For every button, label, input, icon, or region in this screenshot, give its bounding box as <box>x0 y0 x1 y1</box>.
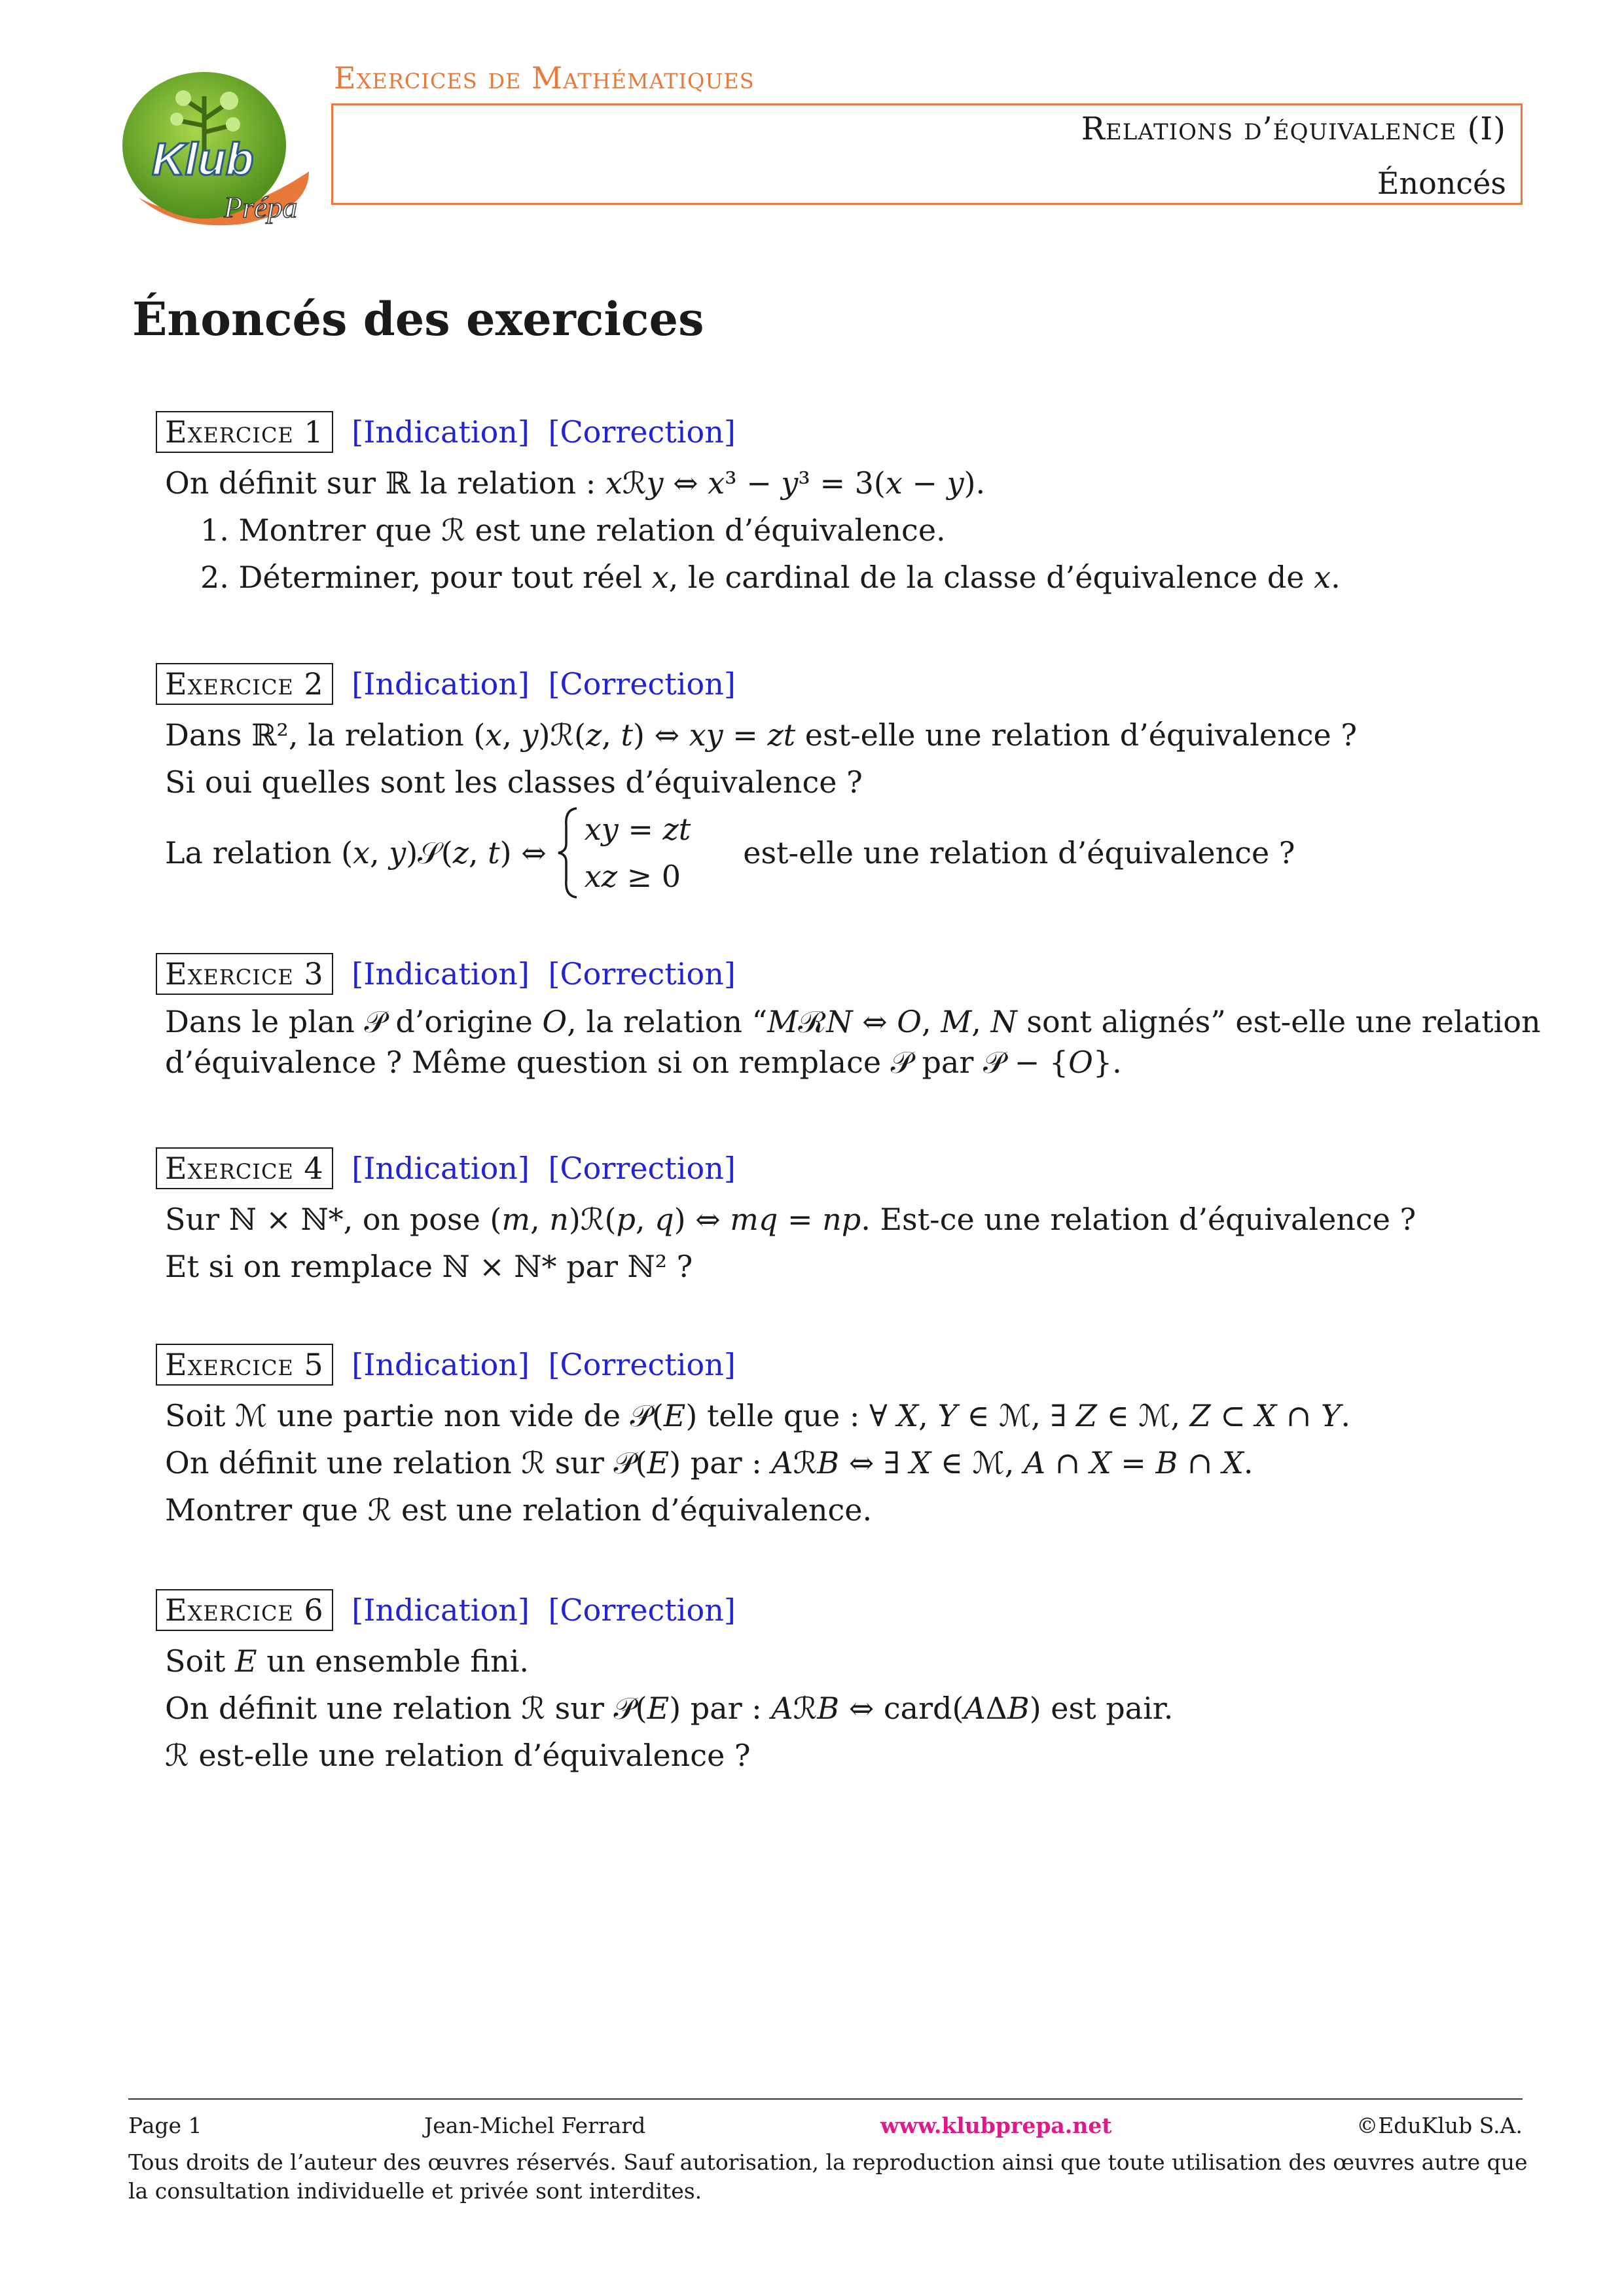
exercise-body <box>156 459 1504 601</box>
correction-link[interactable]: [Correction] <box>548 1347 736 1382</box>
correction-link[interactable]: [Correction] <box>548 1592 736 1628</box>
statement-line: d’équivalence ? Même question si on remplace 𝒫 par 𝒫 − {𝑂}. <box>165 1045 1122 1080</box>
section-title: Énoncés <box>1377 166 1506 201</box>
statement-line: Si oui quelles sont les classes d’équivalence ? <box>165 764 863 800</box>
system-equation-2: 𝑥𝑧 ≥ 0 <box>584 859 681 894</box>
indication-link[interactable]: [Indication] <box>352 414 530 450</box>
equation-system <box>556 806 691 900</box>
exercise-3 <box>156 948 1541 1083</box>
exercise-header <box>156 658 1504 705</box>
exercise-header <box>156 406 1504 453</box>
system-suffix: est-elle une relation d’équivalence ? <box>743 835 1295 870</box>
question-item: 1. Montrer que ℛ est une relation d’équivalence. <box>200 512 946 548</box>
left-brace-icon <box>556 806 582 900</box>
exercise-6 <box>156 1584 1504 1779</box>
indication-link[interactable]: [Indication] <box>352 666 530 702</box>
statement-line: On définit sur ℝ la relation : 𝑥ℛ𝑦 ⇔ 𝑥³ − 𝑦³ = 3(𝑥 − 𝑦). <box>165 465 986 501</box>
author-name: Jean-Michel Ferrard <box>424 2113 646 2138</box>
exercise-body <box>156 1392 1504 1534</box>
exercise-header <box>156 1584 1504 1631</box>
exercise-2 <box>156 658 1504 900</box>
website-link[interactable]: www.klubprepa.net <box>880 2113 1112 2138</box>
exercise-header <box>156 1142 1504 1189</box>
indication-link[interactable]: [Indication] <box>352 1592 530 1628</box>
exercise-body <box>156 1001 1541 1083</box>
statement-line: Montrer que ℛ est une relation d’équivalence. <box>165 1492 873 1528</box>
correction-link[interactable]: [Correction] <box>548 1151 736 1186</box>
indication-link[interactable]: [Indication] <box>352 1347 530 1382</box>
correction-link[interactable]: [Correction] <box>548 956 736 992</box>
statement-line: Dans le plan 𝒫 d’origine 𝑂, la relation “𝑀ℛ𝑁 ⇔ 𝑂, 𝑀, 𝑁 sont alignés” est-elle une relation <box>165 1004 1541 1039</box>
statement-line: Dans ℝ², la relation (𝑥, 𝑦)ℛ(𝑧, 𝑡) ⇔ 𝑥𝑦 = 𝑧𝑡 est-elle une relation d’équivalence ? <box>165 717 1358 753</box>
statement-line: On définit une relation ℛ sur 𝒫(𝐸) par : 𝐴ℛ𝐵 ⇔ ∃ 𝑋 ∈ ℳ, 𝐴 ∩ 𝑋 = 𝐵 ∩ 𝑋. <box>165 1445 1254 1480</box>
statement-line: On définit une relation ℛ sur 𝒫(𝐸) par : 𝐴ℛ𝐵 ⇔ card(𝐴Δ𝐵) est pair. <box>165 1691 1174 1726</box>
exercise-body <box>156 1638 1504 1779</box>
indication-link[interactable]: [Indication] <box>352 956 530 992</box>
statement-line: Soit ℳ une partie non vide de 𝒫(𝐸) telle que : ∀ 𝑋, 𝑌 ∈ ℳ, ∃ 𝑍 ∈ ℳ, 𝑍 ⊂ 𝑋 ∩ 𝑌. <box>165 1398 1350 1433</box>
exercise-body <box>156 711 1504 900</box>
exercise-5 <box>156 1338 1504 1534</box>
indication-link[interactable]: [Indication] <box>352 1151 530 1186</box>
statement-line: ℛ est-elle une relation d’équivalence ? <box>165 1738 751 1773</box>
exercise-label: Exercice 2 <box>156 663 333 705</box>
klub-prepa-logo <box>113 60 316 230</box>
exercise-label: Exercice 5 <box>156 1344 333 1386</box>
exercise-1 <box>156 406 1504 601</box>
correction-link[interactable]: [Correction] <box>548 666 736 702</box>
system-prefix: La relation (𝑥, 𝑦)𝒮(𝑧, 𝑡) ⇔ <box>165 835 547 870</box>
exercise-label: Exercice 1 <box>156 411 333 453</box>
page-number: Page 1 <box>128 2113 202 2138</box>
system-line <box>165 806 1295 900</box>
exercise-body <box>156 1196 1504 1290</box>
chapter-title: Relations d’équivalence (I) <box>1081 111 1506 147</box>
exercise-label: Exercice 6 <box>156 1589 333 1631</box>
exercise-header <box>156 948 1504 995</box>
exercise-label: Exercice 4 <box>156 1147 333 1189</box>
svg-text:Prépa: Prépa <box>224 190 298 224</box>
exercise-header <box>156 1338 1504 1386</box>
exercise-4 <box>156 1142 1504 1290</box>
statement-line: Et si on remplace ℕ × ℕ* par ℕ² ? <box>165 1249 693 1284</box>
statement-line: Sur ℕ × ℕ*, on pose (𝑚, 𝑛)ℛ(𝑝, 𝑞) ⇔ 𝑚𝑞 = 𝑛𝑝. Est-ce une relation d’équivalence ? <box>165 1202 1416 1237</box>
page-title: Énoncés des exercices <box>132 292 704 346</box>
question-item: 2. Déterminer, pour tout réel 𝑥, le cardinal de la classe d’équivalence de 𝑥. <box>200 560 1341 595</box>
exercise-label: Exercice 3 <box>156 953 333 995</box>
system-equation-1: 𝑥𝑦 = 𝑧𝑡 <box>584 812 691 847</box>
footer-rule <box>128 2098 1523 2100</box>
statement-line: Soit 𝐸 un ensemble fini. <box>165 1643 530 1679</box>
legal-notice: Tous droits de l’auteur des œuvres réservés. Sauf autorisation, la reproduction ainsi que toute utilisation des œuvres autre que la consultation individuelle et privée sont interdites. <box>128 2149 1528 2204</box>
series-title: Exercices de Mathématiques <box>334 60 755 96</box>
copyright: ©EduKlub S.A. <box>1356 2113 1523 2138</box>
correction-link[interactable]: [Correction] <box>548 414 736 450</box>
svg-text:Klub: Klub <box>152 134 254 185</box>
header-box <box>331 103 1523 205</box>
